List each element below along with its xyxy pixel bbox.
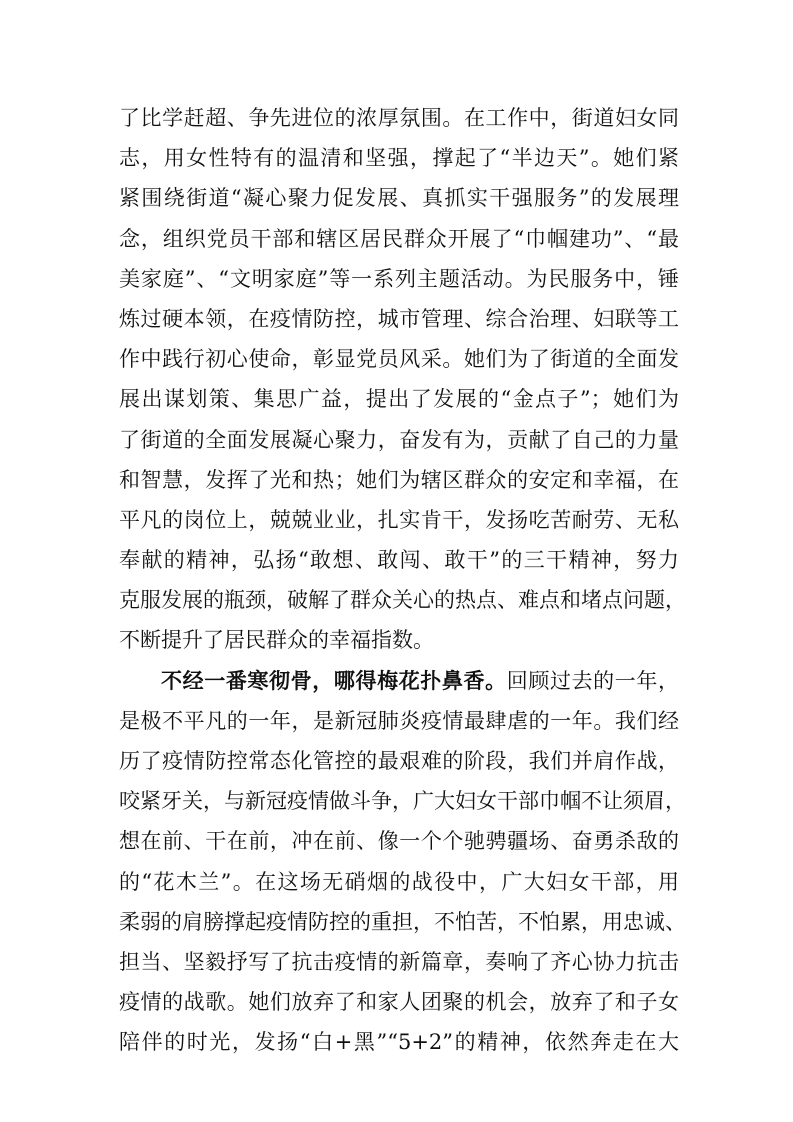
text-line: 了比学赶超、争先进位的浓厚氛围。在工作中，街道妇女同 xyxy=(119,106,679,130)
text-line: 平凡的岗位上，兢兢业业，扎实肯干，发扬吃苦耐劳、无私 xyxy=(119,507,679,532)
text-line: 志，用女性特有的温清和坚强，撑起了“半边天”。她们紧 xyxy=(119,146,679,171)
text-line: 克服发展的瓶颈，破解了群众关心的热点、难点和堵点问题， xyxy=(119,588,686,613)
paragraph-1 xyxy=(119,98,686,661)
bold-lead-sentence: 不经一番寒彻骨，哪得梅花扑鼻香。 xyxy=(161,668,507,693)
text-line: 炼过硬本领，在疫情防控，城市管理、综合治理、妇联等工 xyxy=(119,306,679,331)
text-line: 念，组织党员干部和辖区居民群众开展了“巾帼建功”、“最 xyxy=(119,226,679,251)
text-line: 奉献的精神，弘扬“敢想、敢闯、敢干”的三干精神，努力 xyxy=(119,548,679,573)
text-line: 历了疫情防控常态化管控的最艰难的阶段，我们并肩作战， xyxy=(119,749,679,773)
text-line: 和智慧，发挥了光和热；她们为辖区群众的安定和幸福，在 xyxy=(119,467,679,492)
paragraph-first-line xyxy=(119,661,679,701)
text-line: 陪伴的时光，发扬“白+黑”“5+2”的精神，依然奔走在大 xyxy=(119,1030,679,1055)
text-line: 柔弱的肩膀撑起疫情防控的重担，不怕苦，不怕累，用忠诚、 xyxy=(119,909,686,934)
text-line: 担当、坚毅抒写了抗击疫情的新篇章，奏响了齐心协力抗击 xyxy=(119,949,679,974)
text-line: 咬紧牙关，与新冠疫情做斗争，广大妇女干部巾帼不让须眉， xyxy=(119,789,686,814)
text-line: 紧围绕街道“凝心聚力促发展、真抓实干强服务”的发展理 xyxy=(119,186,679,211)
text-line: 想在前、干在前，冲在前、像一个个驰骋疆场、奋勇杀敌的 xyxy=(119,829,679,854)
text-line: 的“花木兰”。在这场无硝烟的战役中，广大妇女干部，用 xyxy=(119,869,679,894)
paragraph-2 xyxy=(119,661,686,1063)
first-line-rest: 回顾过去的一年， xyxy=(506,668,680,693)
body-text xyxy=(119,98,686,1063)
text-line: 不断提升了居民群众的幸福指数。 xyxy=(119,628,434,653)
text-line: 美家庭”、“文明家庭”等一系列主题活动。为民服务中，锤 xyxy=(119,266,679,291)
text-line: 是极不平凡的一年，是新冠肺炎疫情最肆虐的一年。我们经 xyxy=(119,708,679,733)
text-line: 了街道的全面发展凝心聚力，奋发有为，贡献了自己的力量 xyxy=(119,427,679,452)
text-line: 作中践行初心使命，彰显党员风采。她们为了街道的全面发 xyxy=(119,347,679,372)
text-line: 疫情的战歌。她们放弃了和家人团聚的机会，放弃了和子女 xyxy=(119,990,679,1015)
text-line: 展出谋划策、集思广益，提出了发展的“金点子”；她们为 xyxy=(119,387,679,412)
